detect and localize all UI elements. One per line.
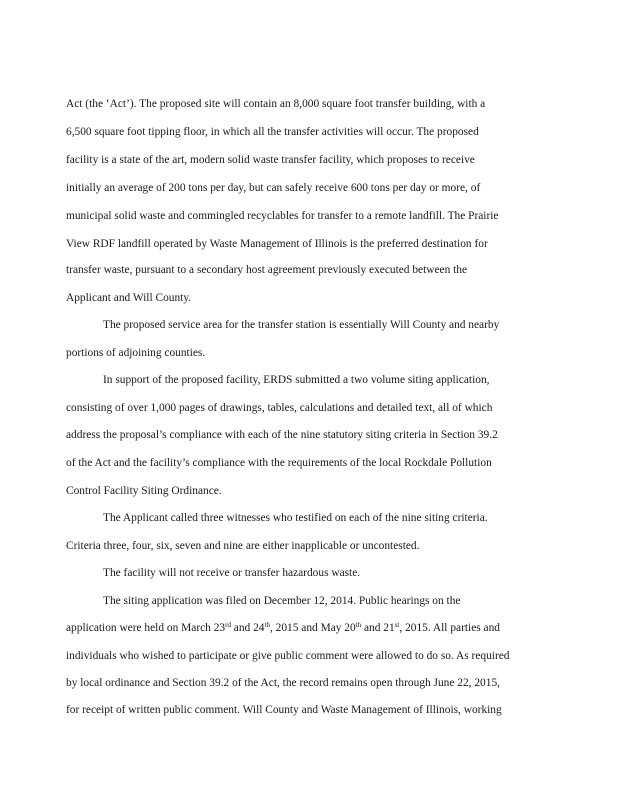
- paragraph-first-line: The Applicant called three witnesses who testified on each of the nine siting criteria.: [103, 512, 488, 524]
- text-line: individuals who wished to participate or give public comment were allowed to do so. As required: [66, 650, 510, 662]
- paragraph-first-line: In support of the proposed facility, ERDS submitted a two volume siting application,: [103, 374, 490, 386]
- text-line: transfer waste, pursuant to a secondary host agreement previously executed between the: [66, 264, 468, 276]
- text-line: municipal solid waste and commingled recyclables for transfer to a remote landfill. The Prairie: [66, 210, 499, 222]
- text-line: facility is a state of the art, modern solid waste transfer facility, which proposes to receive: [66, 154, 475, 166]
- text-line: of the Act and the facility’s compliance with the requirements of the local Rockdale Pollution: [66, 457, 492, 469]
- paragraph-first-line: The facility will not receive or transfer hazardous waste.: [103, 567, 361, 579]
- paragraph-first-line: The siting application was filed on December 12, 2014. Public hearings on the: [103, 595, 461, 607]
- text-line: address the proposal’s compliance with each of the nine statutory siting criteria in Section 39.2: [66, 429, 498, 441]
- text-line: Control Facility Siting Ordinance.: [66, 485, 222, 497]
- text-line: Applicant and Will County.: [66, 292, 192, 304]
- text-line: portions of adjoining counties.: [66, 347, 206, 359]
- text-line: initially an average of 200 tons per day, but can safely receive 600 tons per day or more, of: [66, 182, 481, 194]
- text-line: consisting of over 1,000 pages of drawings, tables, calculations and detailed text, all of which: [66, 402, 493, 414]
- paragraph-first-line: The proposed service area for the transfer station is essentially Will County and nearby: [103, 319, 500, 331]
- text-line: Criteria three, four, six, seven and nine are either inapplicable or uncontested.: [66, 540, 420, 552]
- text-line: Act (the ‘Act’). The proposed site will contain an 8,000 square foot transfer building, with a: [66, 98, 486, 110]
- text-line: for receipt of written public comment. Will County and Waste Management of Illinois, working: [66, 704, 502, 716]
- text-line: by local ordinance and Section 39.2 of the Act, the record remains open through June 22, 2015,: [66, 677, 500, 689]
- hearing-dates-line: application were held on March 23rd and 24th, 2015 and May 20th and 21st, 2015. All parties and: [66, 621, 500, 634]
- text-line: View RDF landfill operated by Waste Management of Illinois is the preferred destination for: [66, 238, 488, 250]
- text-line: 6,500 square foot tipping floor, in which all the transfer activities will occur. The proposed: [66, 126, 479, 138]
